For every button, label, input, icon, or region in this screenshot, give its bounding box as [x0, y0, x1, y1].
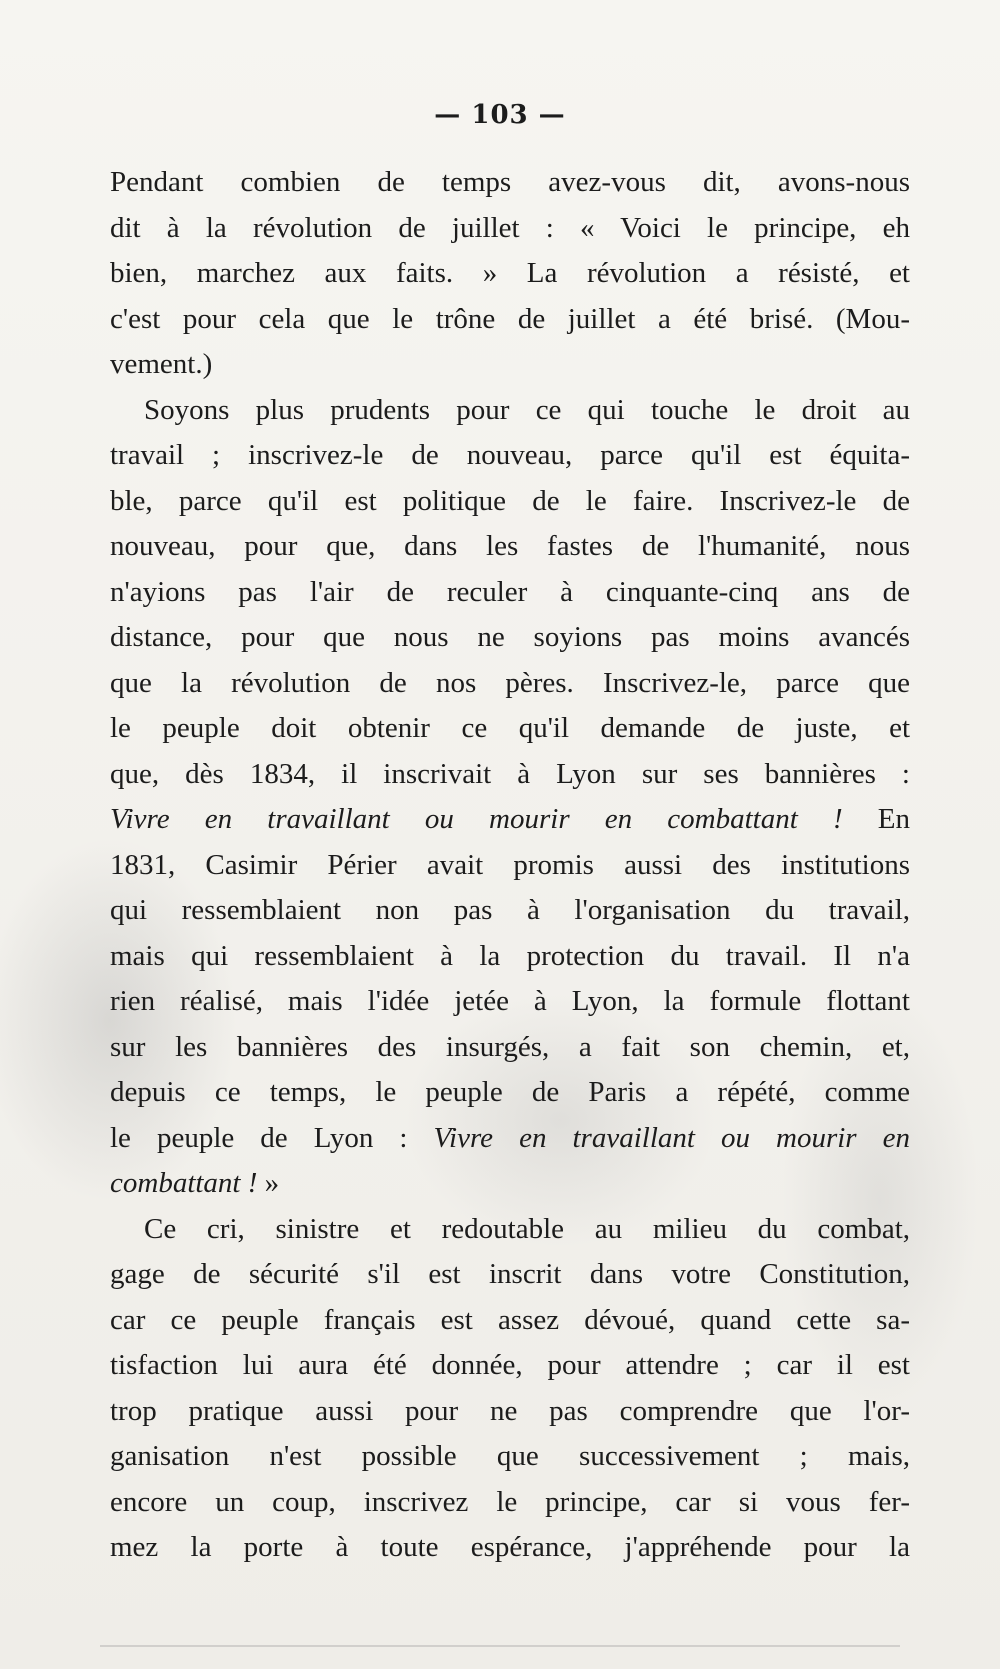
line-rest: En — [842, 803, 910, 835]
text-line: mez la porte à toute espérance, j'appréhende pour la — [110, 1531, 910, 1563]
text-line: que la révolution de nos pères. Inscrivez-le, parce que — [110, 666, 910, 699]
text-line: 1831, Casimir Périer avait promis aussi des institutions — [110, 848, 910, 881]
text-line: Pendant combien de temps avez-vous dit, avons-nous — [110, 166, 910, 198]
text-line-italic-quote — [110, 797, 910, 843]
text-line: qui ressemblaient non pas à l'organisation du travail, — [110, 894, 910, 926]
text-line: bien, marchez aux faits. » La révolution a résisté, et — [110, 257, 910, 289]
text-line: gage de sécurité s'il est inscrit dans votre Constitution, — [110, 1258, 910, 1290]
text-line: depuis ce temps, le peuple de Paris a répété, comme — [110, 1076, 910, 1108]
text-line: encore un coup, inscrivez le principe, car si vous fer- — [110, 1485, 910, 1518]
text-line: nouveau, pour que, dans les fastes de l'humanité, nous — [110, 530, 910, 562]
italic-quote: Vivre en travaillant ou mourir en — [433, 1121, 910, 1154]
body-text — [110, 160, 910, 1571]
italic-quote: combattant ! — [110, 1167, 258, 1199]
text-line: ganisation n'est possible que successivement ; mais, — [110, 1440, 910, 1472]
text-line: tisfaction lui aura été donnée, pour attendre ; car il est — [110, 1349, 910, 1381]
text-line: trop pratique aussi pour ne pas comprendre que l'or- — [110, 1394, 910, 1427]
text-line: sur les bannières des insurgés, a fait son chemin, et, — [110, 1030, 910, 1063]
text-line: n'ayions pas l'air de reculer à cinquante-cinq ans de — [110, 575, 910, 608]
text-line: que, dès 1834, il inscrivait à Lyon sur ses bannières : — [110, 757, 910, 790]
text-line: car ce peuple français est assez dévoué, quand cette sa- — [110, 1303, 910, 1336]
text-line: ble, parce qu'il est politique de le faire. Inscrivez-le de — [110, 484, 910, 517]
page-bottom-edge — [100, 1645, 900, 1647]
line-plain: le peuple de Lyon : — [110, 1121, 434, 1154]
line-rest: » — [257, 1167, 280, 1199]
text-line: rien réalisé, mais l'idée jetée à Lyon, la formule flottant — [110, 985, 910, 1017]
page-number: — 103 — — [434, 100, 566, 130]
italic-quote: Vivre en travaillant ou mourir en combattant ! — [110, 803, 843, 835]
text-line: distance, pour que nous ne soyions pas moins avancés — [110, 621, 910, 653]
text-line-italic-quote — [110, 1116, 910, 1162]
text-line: c'est pour cela que le trône de juillet a été brisé. (Mou- — [110, 302, 910, 335]
paragraph-start-line: Soyons plus prudents pour ce qui touche le droit au — [144, 393, 910, 426]
text-line: dit à la révolution de juillet : « Voici le principe, eh — [110, 211, 910, 244]
text-line: vement.) — [110, 348, 213, 380]
paragraph-start-line: Ce cri, sinistre et redoutable au milieu du combat, — [144, 1212, 910, 1245]
text-line: le peuple doit obtenir ce qu'il demande de juste, et — [110, 712, 910, 744]
text-line: mais qui ressemblaient à la protection du travail. Il n'a — [110, 939, 910, 972]
text-line: travail ; inscrivez-le de nouveau, parce qu'il est équita- — [110, 439, 910, 471]
text-line-italic-quote — [110, 1161, 910, 1207]
